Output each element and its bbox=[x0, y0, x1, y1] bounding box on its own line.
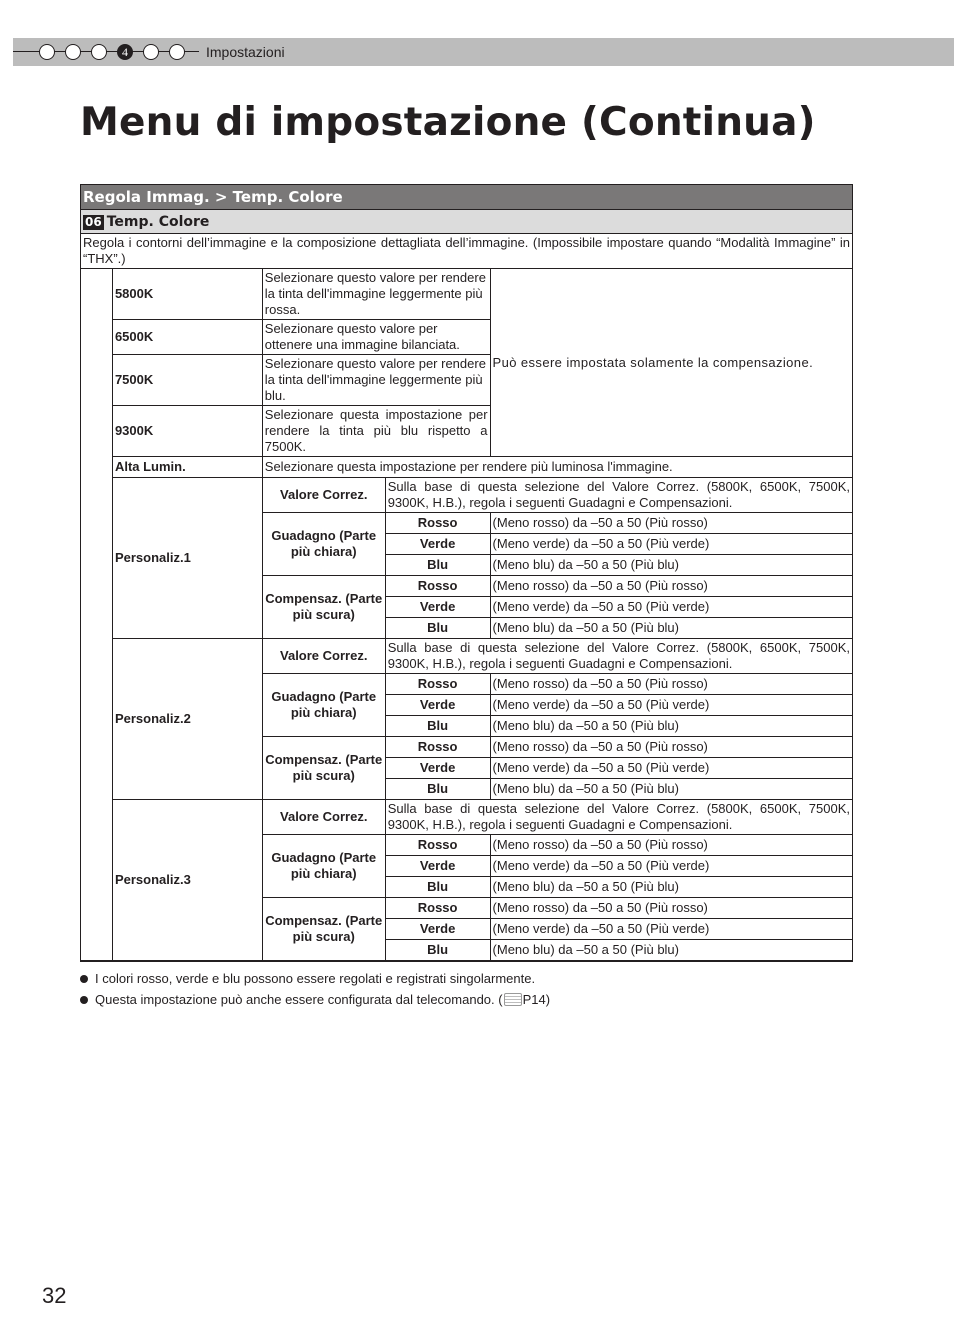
color-label: Verde bbox=[385, 534, 490, 555]
color-label: Verde bbox=[385, 695, 490, 716]
color-label: Blu bbox=[385, 555, 490, 576]
color-label: Verde bbox=[385, 758, 490, 779]
manual-reference-icon bbox=[504, 993, 522, 1006]
preset-desc: Selezionare questo valore per ottenere una immagine bilanciata. bbox=[262, 320, 490, 355]
step-6 bbox=[169, 44, 185, 60]
step-3 bbox=[91, 44, 107, 60]
gain-label: Guadagno (Parte più chiara) bbox=[262, 835, 385, 898]
color-range: (Meno verde) da –50 a 50 (Più verde) bbox=[490, 856, 852, 877]
preset-name: 5800K bbox=[112, 269, 262, 320]
preset-desc: Selezionare questo valore per rendere la tinta dell'immagine leggermente più rossa. bbox=[262, 269, 490, 320]
color-label: Blu bbox=[385, 877, 490, 898]
color-range: (Meno verde) da –50 a 50 (Più verde) bbox=[490, 695, 852, 716]
color-label: Rosso bbox=[385, 513, 490, 534]
color-range: (Meno rosso) da –50 a 50 (Più rosso) bbox=[490, 835, 852, 856]
offset-label: Compensaz. (Parte più scura) bbox=[262, 898, 385, 961]
table-row bbox=[81, 457, 853, 478]
color-range: (Meno blu) da –50 a 50 (Più blu) bbox=[490, 779, 852, 800]
step-4-active: 4 bbox=[117, 44, 133, 60]
valore-desc: Sulla base di questa selezione del Valore Correz. (5800K, 6500K, 7500K, 9300K, H.B.), regola i seguenti Guadagni e Compensazioni. bbox=[385, 639, 852, 674]
offset-label: Compensaz. (Parte più scura) bbox=[262, 737, 385, 800]
custom-name: Personaliz.3 bbox=[112, 800, 262, 961]
color-range: (Meno rosso) da –50 a 50 (Più rosso) bbox=[490, 576, 852, 597]
color-range: (Meno blu) da –50 a 50 (Più blu) bbox=[490, 555, 852, 576]
settings-table bbox=[80, 184, 853, 962]
bullet-icon bbox=[80, 975, 88, 983]
menu-path: Regola Immag. > Temp. Colore bbox=[81, 185, 853, 210]
chapter-progress bbox=[13, 38, 195, 66]
note-text: Questa impostazione può anche essere configurata dal telecomando. ( bbox=[95, 992, 503, 1007]
valore-desc: Sulla base di questa selezione del Valore Correz. (5800K, 6500K, 7500K, 9300K, H.B.), regola i seguenti Guadagni e Compensazioni. bbox=[385, 800, 852, 835]
color-range: (Meno blu) da –50 a 50 (Più blu) bbox=[490, 618, 852, 639]
preset-name: 9300K bbox=[112, 406, 262, 457]
preset-desc: Selezionare questa impostazione per rendere la tinta più blu rispetto a 7500K. bbox=[262, 406, 490, 457]
page-title: Menu di impostazione (Continua) bbox=[80, 100, 816, 145]
section-label: Impostazioni bbox=[206, 44, 285, 60]
color-label: Rosso bbox=[385, 898, 490, 919]
presets-note: Può essere impostata solamente la compensazione. bbox=[490, 269, 852, 457]
valore-desc: Sulla base di questa selezione del Valore Correz. (5800K, 6500K, 7500K, 9300K, H.B.), regola i seguenti Guadagni e Compensazioni. bbox=[385, 478, 852, 513]
note-text-end: ) bbox=[545, 992, 551, 1007]
step-1 bbox=[39, 44, 55, 60]
color-range: (Meno verde) da –50 a 50 (Più verde) bbox=[490, 534, 852, 555]
item-title: Temp. Colore bbox=[106, 213, 210, 230]
color-range: (Meno rosso) da –50 a 50 (Più rosso) bbox=[490, 898, 852, 919]
gain-label: Guadagno (Parte più chiara) bbox=[262, 513, 385, 576]
custom-name: Personaliz.1 bbox=[112, 478, 262, 639]
color-label: Blu bbox=[385, 618, 490, 639]
color-label: Blu bbox=[385, 779, 490, 800]
preset-desc: Selezionare questo valore per rendere la tinta dell'immagine leggermente più blu. bbox=[262, 355, 490, 406]
offset-label: Compensaz. (Parte più scura) bbox=[262, 576, 385, 639]
table-item-row bbox=[81, 210, 853, 234]
color-label: Verde bbox=[385, 919, 490, 940]
preset-name: 7500K bbox=[112, 355, 262, 406]
note-item bbox=[80, 968, 550, 989]
color-range: (Meno rosso) da –50 a 50 (Più rosso) bbox=[490, 674, 852, 695]
color-range: (Meno blu) da –50 a 50 (Più blu) bbox=[490, 716, 852, 737]
color-label: Verde bbox=[385, 597, 490, 618]
valore-label: Valore Correz. bbox=[262, 639, 385, 674]
table-row bbox=[81, 800, 853, 835]
color-range: (Meno rosso) da –50 a 50 (Più rosso) bbox=[490, 513, 852, 534]
valore-label: Valore Correz. bbox=[262, 478, 385, 513]
color-label: Blu bbox=[385, 940, 490, 961]
custom-name: Personaliz.2 bbox=[112, 639, 262, 800]
color-range: (Meno verde) da –50 a 50 (Più verde) bbox=[490, 919, 852, 940]
page-number: 32 bbox=[42, 1283, 67, 1308]
color-label: Rosso bbox=[385, 737, 490, 758]
color-label: Rosso bbox=[385, 835, 490, 856]
color-label: Verde bbox=[385, 856, 490, 877]
color-range: (Meno verde) da –50 a 50 (Più verde) bbox=[490, 758, 852, 779]
note-text: I colori rosso, verde e blu possono essere regolati e registrati singolarmente. bbox=[95, 971, 536, 986]
valore-label: Valore Correz. bbox=[262, 800, 385, 835]
item-heading bbox=[81, 210, 853, 234]
table-path-row bbox=[81, 185, 853, 210]
item-description: Regola i contorni dell’immagine e la composizione dettagliata dell’immagine. (Impossibile impostare quando “Modalità Immagine” in “THX”.) bbox=[81, 234, 853, 269]
color-range: (Meno blu) da –50 a 50 (Più blu) bbox=[490, 877, 852, 898]
note-item bbox=[80, 989, 550, 1010]
notes-list bbox=[80, 968, 550, 1010]
color-label: Blu bbox=[385, 716, 490, 737]
item-number-badge: 06 bbox=[85, 214, 102, 229]
table-row bbox=[81, 269, 853, 320]
description-row bbox=[81, 234, 853, 269]
bullet-icon bbox=[80, 996, 88, 1004]
preset-name: Alta Lumin. bbox=[112, 457, 262, 478]
preset-desc: Selezionare questa impostazione per rendere più luminosa l'immagine. bbox=[262, 457, 852, 478]
step-5 bbox=[143, 44, 159, 60]
color-label: Rosso bbox=[385, 674, 490, 695]
indent-cell bbox=[81, 269, 113, 961]
color-range: (Meno verde) da –50 a 50 (Più verde) bbox=[490, 597, 852, 618]
step-2 bbox=[65, 44, 81, 60]
preset-name: 6500K bbox=[112, 320, 262, 355]
page-reference-link[interactable]: P14 bbox=[522, 992, 546, 1007]
color-range: (Meno rosso) da –50 a 50 (Più rosso) bbox=[490, 737, 852, 758]
color-label: Rosso bbox=[385, 576, 490, 597]
table-row bbox=[81, 478, 853, 513]
table-row bbox=[81, 639, 853, 674]
color-range: (Meno blu) da –50 a 50 (Più blu) bbox=[490, 940, 852, 961]
gain-label: Guadagno (Parte più chiara) bbox=[262, 674, 385, 737]
